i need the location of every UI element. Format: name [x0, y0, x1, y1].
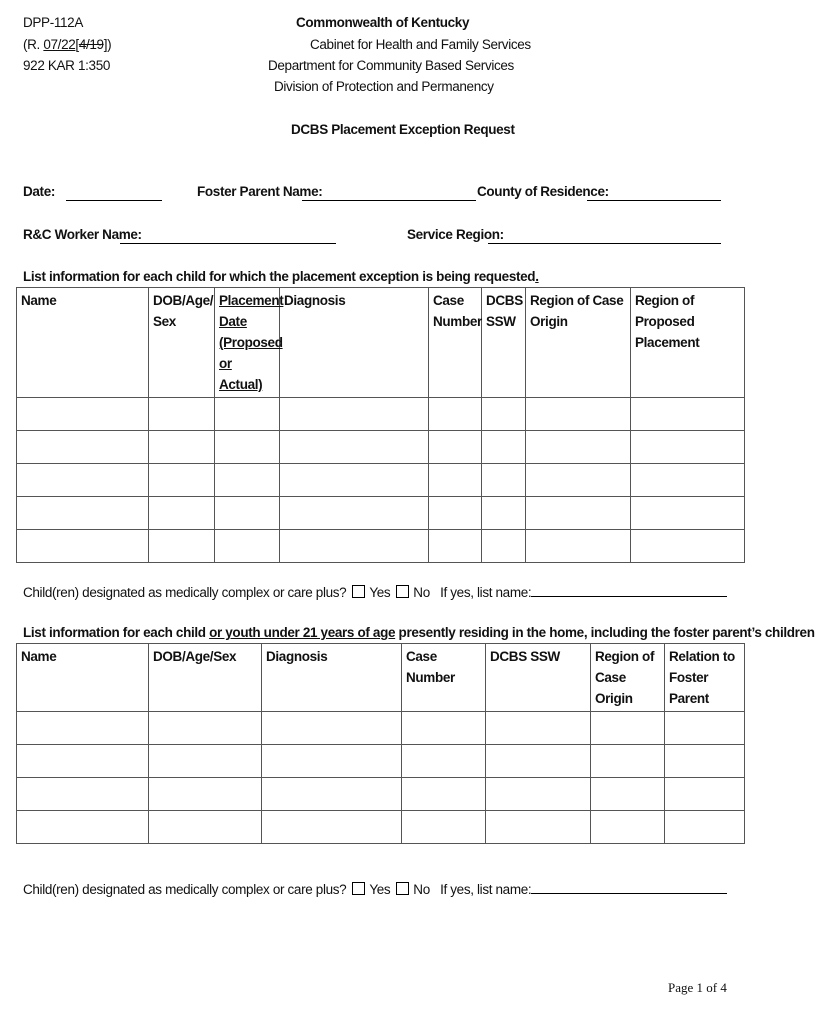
table1-cell[interactable]	[280, 398, 429, 431]
table1-cell[interactable]	[631, 398, 745, 431]
table-row	[17, 431, 745, 464]
table1-cell[interactable]	[482, 398, 526, 431]
table2-cell[interactable]	[402, 778, 486, 811]
table1-cell[interactable]	[17, 497, 149, 530]
table2-cell[interactable]	[591, 745, 665, 778]
col-placement-line3: (Proposed	[219, 335, 283, 350]
table1-cell[interactable]	[17, 530, 149, 563]
table1-cell[interactable]	[215, 530, 280, 563]
table-row	[17, 712, 745, 745]
no-checkbox-2[interactable]	[396, 882, 409, 895]
col-placement-line2: Date	[219, 314, 247, 329]
table2-cell[interactable]	[149, 811, 262, 844]
table1-cell[interactable]	[280, 464, 429, 497]
table2-cell[interactable]	[402, 745, 486, 778]
division-name: Division of Protection and Permanency	[274, 79, 494, 94]
table1-cell[interactable]	[17, 431, 149, 464]
table-row	[17, 497, 745, 530]
table2-cell[interactable]	[17, 745, 149, 778]
no-label-2: No	[413, 882, 430, 897]
date-label: Date:	[23, 184, 56, 199]
table2-cell[interactable]	[665, 712, 745, 745]
col-name	[17, 288, 149, 398]
t2-col-dob-label: DOB/Age/Sex	[153, 649, 237, 664]
col-placement-line1: Placement	[219, 293, 284, 308]
table2-cell[interactable]	[591, 778, 665, 811]
table-row	[17, 464, 745, 497]
col-diagnosis-label: Diagnosis	[284, 293, 346, 308]
date-field[interactable]	[66, 187, 162, 201]
no-label-1: No	[413, 585, 430, 600]
table1-cell[interactable]	[280, 497, 429, 530]
table1-cell[interactable]	[526, 431, 631, 464]
yes-checkbox-2[interactable]	[352, 882, 365, 895]
if-yes-label-1: If yes, list name:	[440, 585, 532, 600]
revision-close: ])	[103, 37, 112, 52]
no-checkbox-1[interactable]	[396, 585, 409, 598]
table2-cell[interactable]	[591, 811, 665, 844]
medical-question-1	[23, 583, 727, 600]
table2-cell[interactable]	[402, 712, 486, 745]
medical-question-1-text: Child(ren) designated as medically complex or care plus?	[23, 585, 347, 600]
revision-new: 07/22	[43, 37, 76, 52]
col-dob-line1: DOB/Age/	[153, 293, 214, 308]
col-proposed-line2: Placement	[635, 335, 700, 350]
department-name: Department for Community Based Services	[268, 58, 514, 73]
county-label: County of Residence:	[477, 184, 609, 199]
foster-parent-field[interactable]	[302, 187, 476, 201]
section1-instruction	[23, 269, 539, 284]
table2-cell[interactable]	[262, 712, 402, 745]
t2-col-case-number	[402, 644, 486, 712]
table-row	[17, 745, 745, 778]
revision-open: [	[75, 37, 79, 52]
regulation: 922 KAR 1:350	[23, 58, 111, 73]
table-row	[17, 778, 745, 811]
col-name-label: Name	[21, 293, 57, 308]
table1-cell[interactable]	[631, 497, 745, 530]
col-case-number	[429, 288, 482, 398]
table2-cell[interactable]	[262, 778, 402, 811]
foster-parent-label: Foster Parent Name:	[197, 184, 323, 199]
table2-cell[interactable]	[402, 811, 486, 844]
agency-title: Commonwealth of Kentucky	[296, 15, 470, 30]
if-yes-label-2: If yes, list name:	[440, 882, 532, 897]
t2-col-diagnosis	[262, 644, 402, 712]
col-dcbs-line1: DCBS	[486, 293, 523, 308]
yes-label-2: Yes	[369, 882, 391, 897]
col-proposed-line1: Region of Proposed	[635, 293, 695, 329]
section2-instruction	[23, 625, 815, 640]
table1-cell[interactable]	[482, 530, 526, 563]
table1-cell[interactable]	[526, 398, 631, 431]
table2-cell[interactable]	[486, 712, 591, 745]
if-yes-name-field-1[interactable]	[531, 583, 727, 597]
form-id: DPP-112A	[23, 15, 83, 30]
table1-cell[interactable]	[526, 464, 631, 497]
col-dob-line2: Sex	[153, 314, 176, 329]
t2-col-dob	[149, 644, 262, 712]
form-title: DCBS Placement Exception Request	[291, 122, 515, 137]
table1-cell[interactable]	[631, 464, 745, 497]
col-placement-line4: or Actual)	[219, 356, 263, 392]
page-number: Page 1 of 4	[668, 980, 727, 995]
t2-col-name	[17, 644, 149, 712]
table1-cell[interactable]	[482, 464, 526, 497]
table2-cell[interactable]	[262, 745, 402, 778]
table2-cell[interactable]	[665, 811, 745, 844]
table2-cell[interactable]	[486, 745, 591, 778]
col-dcbs-line2: SSW	[486, 314, 516, 329]
table2-cell[interactable]	[17, 778, 149, 811]
col-placement	[215, 288, 284, 398]
table2-cell[interactable]	[665, 778, 745, 811]
table-row	[17, 811, 745, 844]
table2-cell[interactable]	[486, 778, 591, 811]
section1-instruction-end: .	[535, 269, 539, 284]
table-header-row	[17, 288, 745, 398]
county-field[interactable]	[587, 187, 721, 201]
table1-cell[interactable]	[149, 530, 215, 563]
worker-field[interactable]	[120, 230, 336, 244]
table1-cell[interactable]	[429, 497, 482, 530]
cabinet-name: Cabinet for Health and Family Services	[310, 37, 531, 52]
t2-col-dcbs-label: DCBS SSW	[490, 649, 560, 664]
t2-col-origin-line2: Case Origin	[595, 670, 633, 706]
table2-cell[interactable]	[665, 745, 745, 778]
t2-col-dcbs-ssw	[486, 644, 591, 712]
worker-label: R&C Worker Name:	[23, 227, 142, 242]
table1-cell[interactable]	[526, 530, 631, 563]
t2-col-diagnosis-label: Diagnosis	[266, 649, 328, 664]
table2-cell[interactable]	[17, 811, 149, 844]
children-exception-table	[16, 287, 745, 563]
table1-cell[interactable]	[429, 464, 482, 497]
table1-cell[interactable]	[215, 464, 280, 497]
col-origin-line2: Origin	[530, 314, 568, 329]
table2-cell[interactable]	[149, 778, 262, 811]
service-region-label: Service Region:	[407, 227, 504, 242]
t2-col-case-label: Case Number	[406, 649, 455, 685]
t2-col-relation-line2: Foster	[669, 670, 709, 685]
table1-cell[interactable]	[631, 431, 745, 464]
col-dcbs-ssw	[482, 288, 526, 398]
section2-instruction-b: or youth under 21 years of age	[209, 625, 396, 640]
table1-cell[interactable]	[429, 431, 482, 464]
table1-cell[interactable]	[280, 431, 429, 464]
revision-prefix: (R.	[23, 37, 44, 52]
table-row	[17, 530, 745, 563]
col-region-origin	[526, 288, 631, 398]
col-dob	[149, 288, 215, 398]
section1-instruction-text: List information for each child for which the placement exception is being requested	[23, 269, 536, 284]
yes-label-1: Yes	[369, 585, 391, 600]
table1-cell[interactable]	[149, 497, 215, 530]
t2-col-region-origin	[591, 644, 665, 712]
col-origin-line1: Region of Case	[530, 293, 624, 308]
household-children-table	[16, 643, 745, 844]
table1-cell[interactable]	[17, 464, 149, 497]
table2-body	[17, 712, 745, 844]
yes-checkbox-1[interactable]	[352, 585, 365, 598]
table1-cell[interactable]	[631, 530, 745, 563]
medical-question-2	[23, 880, 727, 897]
table2-cell[interactable]	[262, 811, 402, 844]
table1-cell[interactable]	[215, 497, 280, 530]
table1-cell[interactable]	[429, 530, 482, 563]
revision-old: 4/19	[78, 37, 104, 52]
table1-cell[interactable]	[215, 431, 280, 464]
table1-cell[interactable]	[215, 398, 280, 431]
t2-col-origin-line1: Region of	[595, 649, 655, 664]
table-row	[17, 398, 745, 431]
revision-line	[23, 36, 111, 53]
table1-cell[interactable]	[149, 398, 215, 431]
table1-cell[interactable]	[482, 497, 526, 530]
table1-cell[interactable]	[17, 398, 149, 431]
table2-cell[interactable]	[591, 712, 665, 745]
section2-instruction-a: List information for each child	[23, 625, 210, 640]
col-region-proposed	[631, 288, 745, 398]
table1-cell[interactable]	[526, 497, 631, 530]
section2-instruction-c: presently residing in the home, including the foster parent’s children	[395, 625, 815, 640]
table2-cell[interactable]	[149, 712, 262, 745]
table1-cell[interactable]	[280, 530, 429, 563]
t2-col-relation	[665, 644, 745, 712]
table2-cell[interactable]	[486, 811, 591, 844]
table2-cell[interactable]	[149, 745, 262, 778]
table1-cell[interactable]	[482, 431, 526, 464]
table2-cell[interactable]	[17, 712, 149, 745]
t2-col-relation-line3: Parent	[669, 691, 709, 706]
col-case-line1: Case	[433, 293, 464, 308]
table2-header-row	[17, 644, 745, 712]
table1-body	[17, 398, 745, 563]
service-region-field[interactable]	[488, 230, 721, 244]
if-yes-name-field-2[interactable]	[531, 880, 727, 894]
col-case-line2: Number	[433, 314, 482, 329]
medical-question-2-text: Child(ren) designated as medically complex or care plus?	[23, 882, 347, 897]
t2-col-relation-line1: Relation to	[669, 649, 735, 664]
table1-cell[interactable]	[429, 398, 482, 431]
table1-cell[interactable]	[149, 431, 215, 464]
t2-col-name-label: Name	[21, 649, 57, 664]
col-diagnosis	[280, 288, 429, 398]
table1-cell[interactable]	[149, 464, 215, 497]
